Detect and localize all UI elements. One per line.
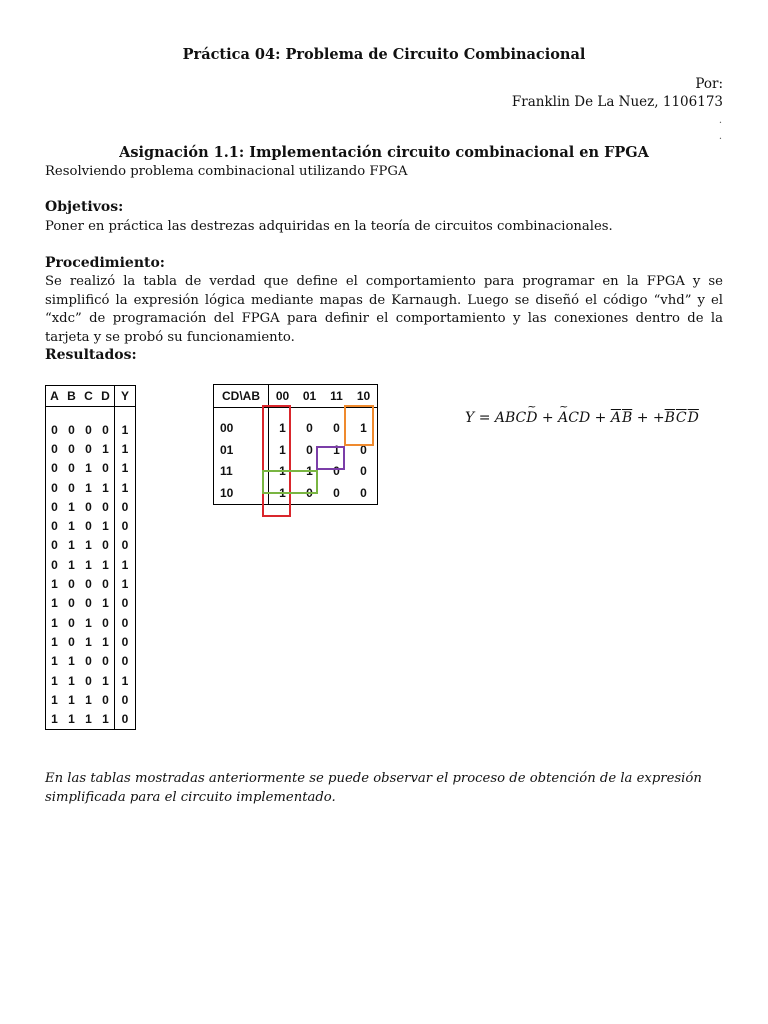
output-cell: 1 — [121, 422, 129, 437]
kmap-row-label: 11 — [214, 461, 269, 483]
truth-table-row — [46, 459, 136, 478]
input-cell: 1 — [51, 634, 58, 649]
kmap-cell: 1 — [279, 485, 286, 500]
kmap-cell: 1 — [360, 421, 367, 436]
input-cell: 1 — [51, 615, 58, 630]
kmap-group-green — [262, 470, 318, 494]
input-cell: 0 — [85, 519, 92, 534]
output-cell: 0 — [121, 712, 129, 727]
input-cell: 1 — [97, 632, 115, 651]
input-cell: 1 — [97, 555, 115, 574]
truth-table-row — [46, 652, 136, 671]
header-b: B — [63, 386, 80, 407]
procedure-heading: Procedimiento: — [45, 255, 165, 271]
input-cell: 1 — [85, 480, 92, 495]
output-cell: 0 — [121, 634, 129, 649]
input-cell: 0 — [68, 634, 75, 649]
input-cell: 1 — [68, 499, 75, 514]
header-y: Y — [115, 386, 136, 407]
formula-plus: + — [537, 410, 559, 426]
input-cell: 0 — [85, 577, 92, 592]
input-cell: 1 — [97, 516, 115, 535]
output-cell: 1 — [121, 461, 129, 476]
kmap-col-header: 10 — [350, 385, 378, 408]
kmap-cell: 0 — [306, 421, 313, 436]
kmap-col-header: 01 — [296, 385, 323, 408]
truth-table-row — [46, 497, 136, 516]
input-cell: 0 — [85, 654, 92, 669]
kmap-cell: 1 — [306, 464, 313, 479]
input-cell: 1 — [85, 461, 92, 476]
input-cell: 0 — [51, 480, 58, 495]
input-cell: 0 — [85, 596, 92, 611]
truth-table-row — [46, 594, 136, 613]
input-cell: 0 — [85, 673, 92, 688]
author-label: Por: — [695, 76, 723, 92]
input-cell: 1 — [97, 709, 115, 729]
output-cell: 1 — [121, 577, 129, 592]
input-cell: 0 — [51, 557, 58, 572]
output-cell: 1 — [121, 441, 129, 456]
kmap-cell: 0 — [360, 485, 367, 500]
header-a: A — [46, 386, 64, 407]
output-cell: 1 — [121, 480, 129, 495]
input-cell: 0 — [51, 461, 58, 476]
kmap-cell: 0 — [360, 442, 367, 457]
input-cell: 1 — [68, 654, 75, 669]
kmap-cell: 1 — [279, 464, 286, 479]
kmap-cell: 0 — [306, 485, 313, 500]
kmap-cell: 1 — [279, 442, 286, 457]
formula-term-bar: $\overline{A}$ — [610, 410, 621, 426]
kmap-col-header: 11 — [323, 385, 350, 408]
truth-table-row — [46, 516, 136, 535]
input-cell: 0 — [97, 536, 115, 555]
dot-mark: . — [718, 131, 722, 142]
kmap-cell: 0 — [333, 421, 340, 436]
input-cell: 1 — [85, 557, 92, 572]
input-cell: 0 — [68, 596, 75, 611]
kmap-corner-label: CD\AB — [214, 385, 269, 408]
input-cell: 0 — [68, 480, 75, 495]
truth-table-spacer — [46, 407, 136, 421]
boolean-expression — [465, 410, 699, 426]
truth-table-body — [46, 420, 136, 729]
header-d: D — [97, 386, 115, 407]
kmap-group-orange — [344, 405, 374, 446]
input-cell: 0 — [51, 422, 58, 437]
truth-table-row — [46, 690, 136, 709]
output-cell: 0 — [121, 692, 129, 707]
objectives-heading: Objetivos: — [45, 199, 124, 215]
truth-table-row — [46, 671, 136, 690]
input-cell: 0 — [68, 615, 75, 630]
input-cell: 1 — [97, 478, 115, 497]
kmap-row-label: 01 — [214, 439, 269, 461]
objectives-text: Poner en práctica las destrezas adquiridas en la teoría de circuitos combinacionales. — [45, 219, 613, 234]
author-name: Franklin De La Nuez, 1106173 — [511, 94, 723, 110]
truth-table-row — [46, 574, 136, 593]
kmap-cell: 1 — [279, 421, 286, 436]
input-cell: 1 — [85, 634, 92, 649]
output-cell: 0 — [121, 519, 129, 534]
input-cell: 1 — [97, 671, 115, 690]
input-cell: 1 — [97, 439, 115, 458]
input-cell: 0 — [97, 690, 115, 709]
input-cell: 1 — [51, 692, 58, 707]
document-title: Práctica 04: Problema de Circuito Combinacional — [182, 46, 586, 63]
input-cell: 0 — [68, 461, 75, 476]
input-cell: 0 — [68, 577, 75, 592]
formula-term-bar: $\overline{B}$ — [621, 410, 633, 426]
formula-term: CD — [568, 410, 591, 426]
kmap-row-label: 00 — [214, 418, 269, 440]
formula-term: ABC — [494, 410, 527, 426]
kmap-cell: 0 — [306, 442, 313, 457]
input-cell: 0 — [51, 538, 58, 553]
formula-term-bar: $\overline{D}$ — [687, 410, 699, 426]
input-cell: 1 — [68, 557, 75, 572]
input-cell: 1 — [85, 538, 92, 553]
output-cell: 0 — [121, 654, 129, 669]
input-cell: 1 — [85, 615, 92, 630]
input-cell: 1 — [68, 712, 75, 727]
formula-term-tilde: A ~ — [558, 410, 568, 426]
input-cell: 0 — [51, 499, 58, 514]
input-cell: 1 — [51, 596, 58, 611]
output-cell: 0 — [121, 499, 129, 514]
dot-mark: . — [718, 115, 722, 126]
output-cell: 0 — [121, 538, 129, 553]
formula-lhs: Y = — [465, 410, 495, 426]
truth-table-header — [46, 386, 136, 407]
truth-table-row — [46, 420, 136, 439]
truth-table-row — [46, 555, 136, 574]
input-cell: 1 — [51, 712, 58, 727]
kmap-group-red — [262, 405, 291, 517]
input-cell: 0 — [97, 420, 115, 439]
header-c: C — [80, 386, 97, 407]
input-cell: 1 — [85, 712, 92, 727]
input-cell: 0 — [85, 422, 92, 437]
kmap-col-header: 00 — [269, 385, 297, 408]
results-heading: Resultados: — [45, 347, 137, 363]
input-cell: 0 — [85, 441, 92, 456]
input-cell: 0 — [97, 497, 115, 516]
input-cell: 0 — [85, 499, 92, 514]
input-cell: 0 — [68, 422, 75, 437]
formula-plus: + — [590, 410, 611, 426]
kmap-cell: 0 — [360, 464, 367, 479]
output-cell: 0 — [121, 615, 129, 630]
procedure-text: Se realizó la tabla de verdad que define el comportamiento para programar en la FPGA y se simplificó la expresión lógica mediante mapas de Karnaugh. Luego se diseñó el código “vhd” y el “xdc” de programación del FPGA para definir el comportamiento y las conexiones dentro de la tarjeta y se probó su funcionamiento. — [45, 274, 723, 345]
kmap-cell: 0 — [333, 485, 340, 500]
input-cell: 1 — [51, 577, 58, 592]
formula-term-bar: $\overline{C}$ — [675, 410, 687, 426]
input-cell: 0 — [97, 459, 115, 478]
input-cell: 0 — [51, 441, 58, 456]
output-cell: 0 — [121, 596, 129, 611]
input-cell: 0 — [51, 519, 58, 534]
input-cell: 1 — [68, 692, 75, 707]
input-cell: 1 — [97, 594, 115, 613]
formula-term-tilde: D ~ — [526, 410, 537, 426]
input-cell: 0 — [97, 652, 115, 671]
formula-plus: + + — [632, 410, 665, 426]
formula-term-bar: $\overline{B}$ — [664, 410, 675, 426]
assignment-title: Asignación 1.1: Implementación circuito combinacional en FPGA — [119, 144, 649, 161]
truth-table-row — [46, 478, 136, 497]
input-cell: 0 — [97, 574, 115, 593]
truth-table-row — [46, 613, 136, 632]
kmap-cell: 1 — [333, 442, 340, 457]
input-cell: 1 — [68, 538, 75, 553]
kmap-header — [214, 385, 378, 408]
input-cell: 1 — [85, 692, 92, 707]
assignment-subtitle: Resolviendo problema combinacional utilizando FPGA — [45, 164, 408, 179]
input-cell: 0 — [68, 441, 75, 456]
kmap-group-purple — [316, 446, 345, 470]
input-cell: 0 — [97, 613, 115, 632]
truth-table-row — [46, 632, 136, 651]
input-cell: 1 — [68, 673, 75, 688]
input-cell: 1 — [51, 654, 58, 669]
kmap-row-label: 10 — [214, 482, 269, 504]
output-cell: 1 — [121, 557, 129, 572]
results-caption: En las tablas mostradas anteriormente se puede observar el proceso de obtención de la expresión simplificada para el circuito implementado. — [45, 771, 702, 805]
output-cell: 1 — [121, 673, 129, 688]
truth-table-row — [46, 439, 136, 458]
input-cell: 1 — [68, 519, 75, 534]
input-cell: 1 — [51, 673, 58, 688]
truth-table-row — [46, 536, 136, 555]
kmap-cell: 0 — [333, 464, 340, 479]
truth-table — [45, 385, 136, 730]
truth-table-row — [46, 709, 136, 729]
